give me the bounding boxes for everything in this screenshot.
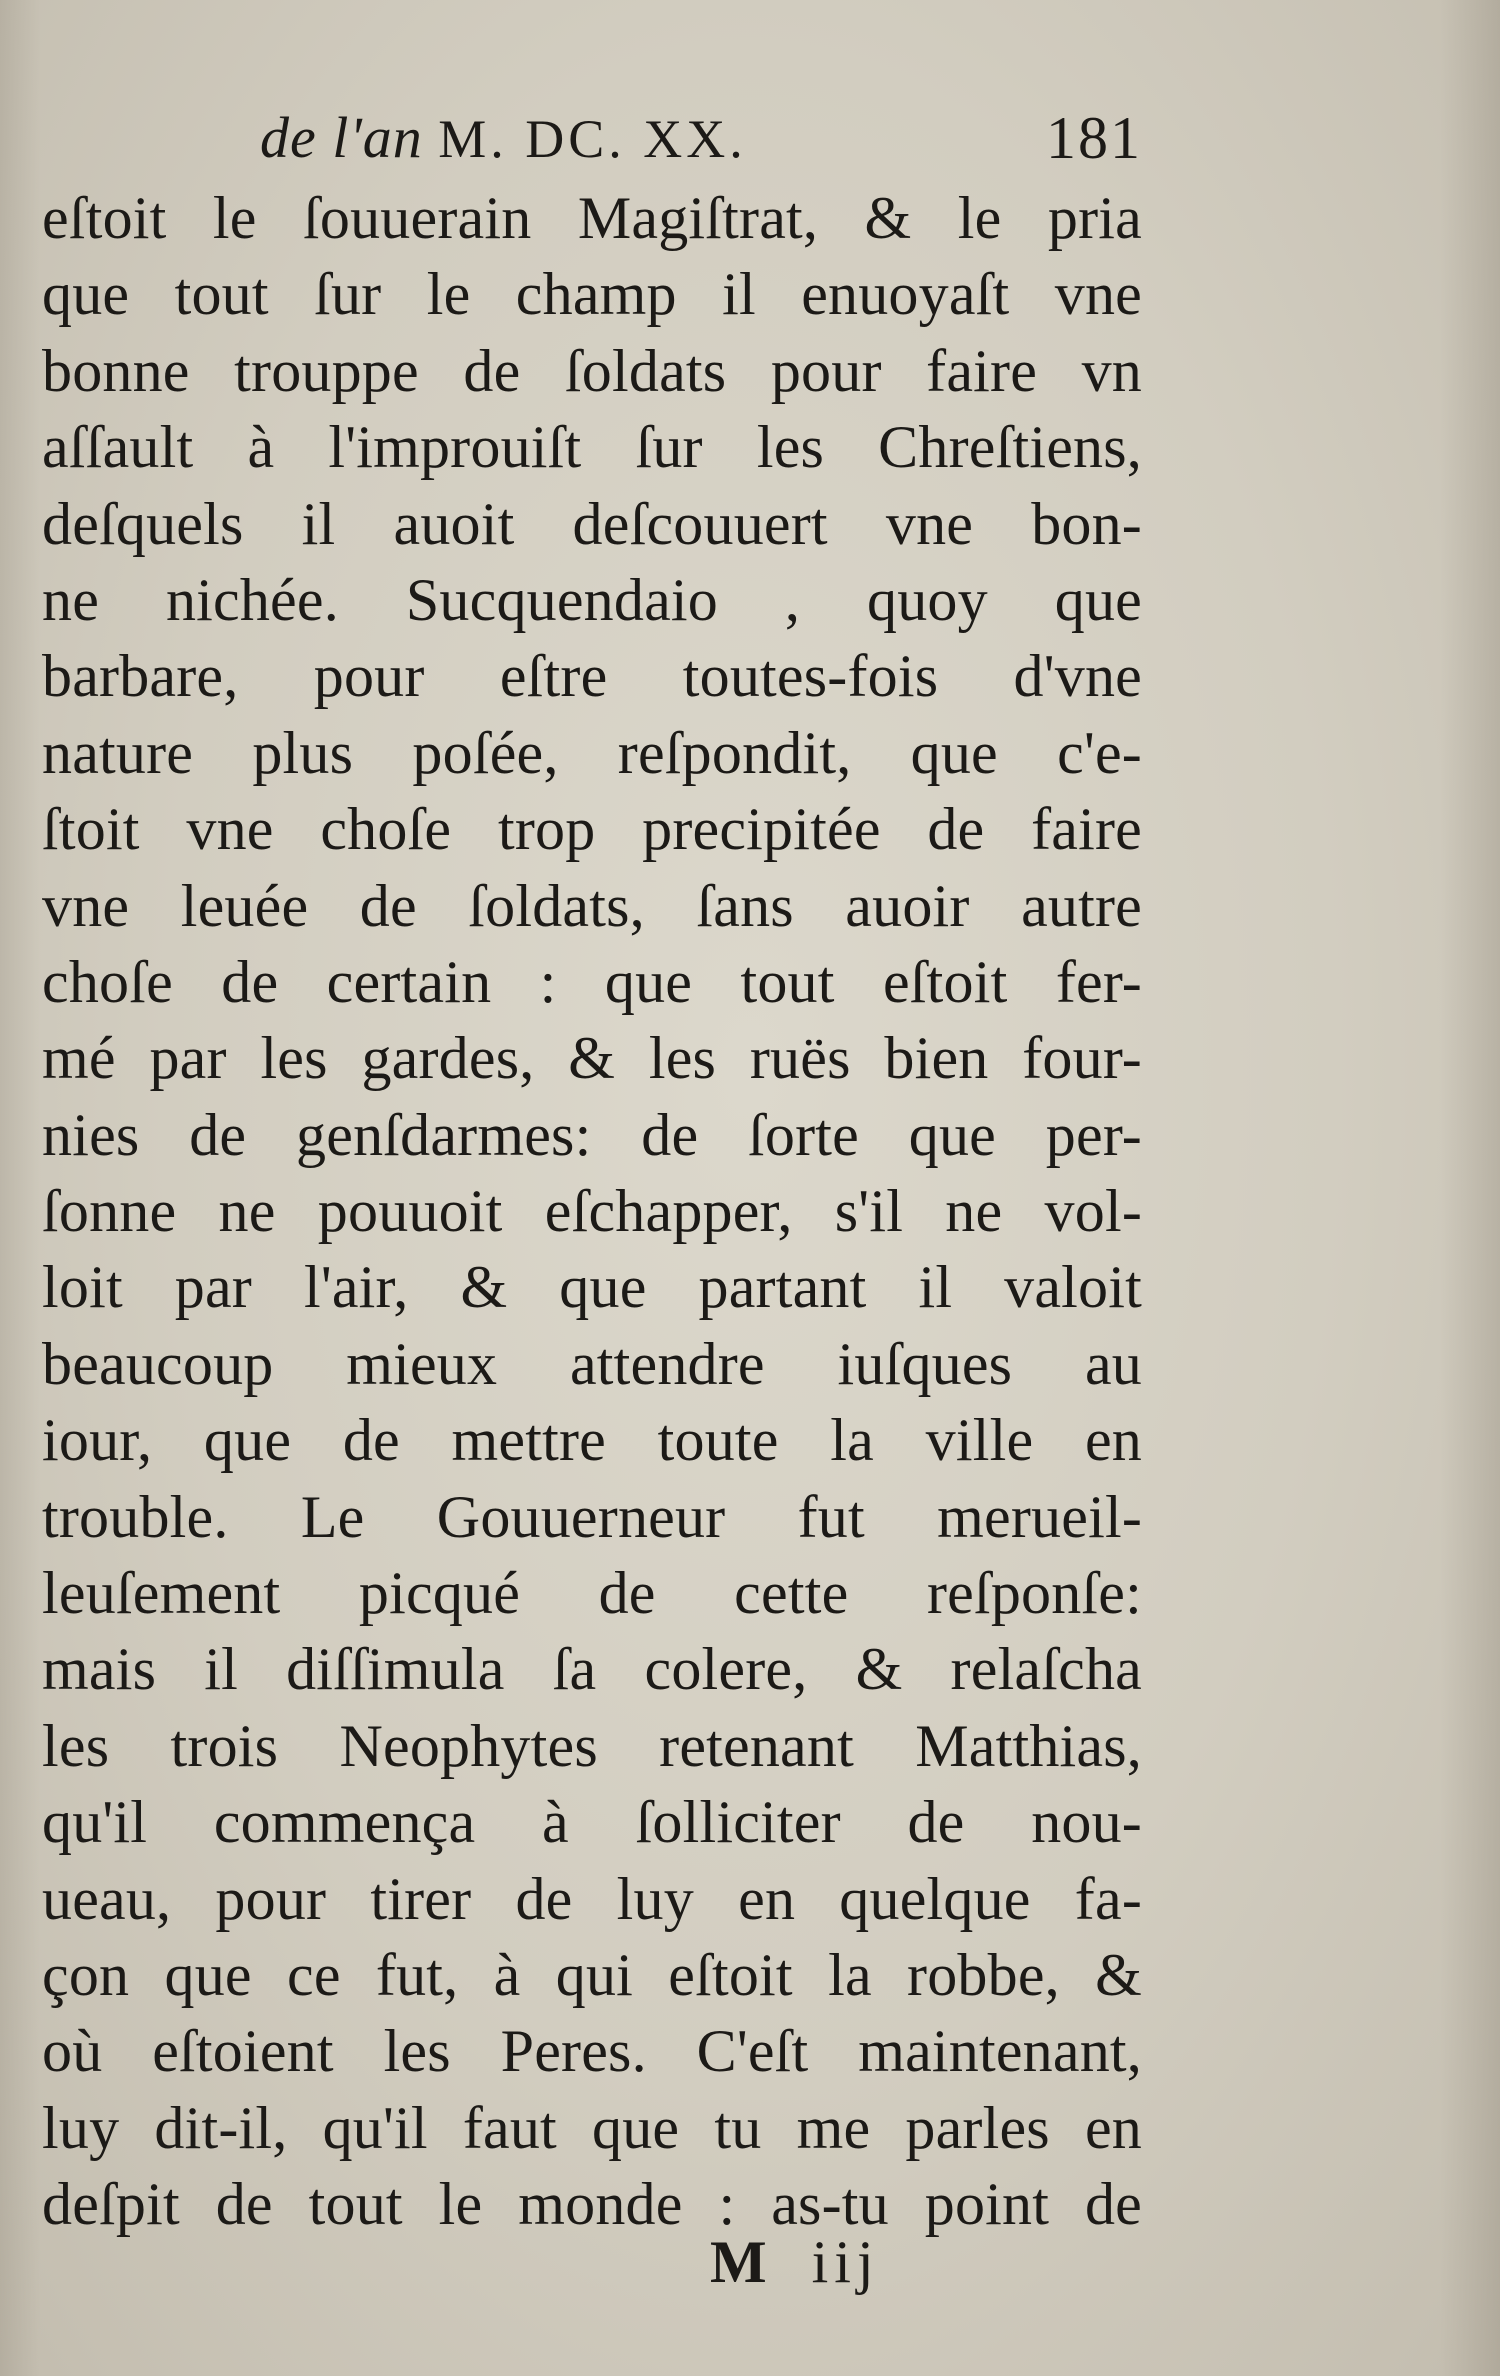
text-line: nies de genſdarmes: de ſorte que per-	[42, 1101, 1142, 1168]
text-line: eſtoit le ſouuerain Magiſtrat, & le pria	[42, 185, 1142, 251]
text-line: qu'il commença à ſolliciter de nou-	[42, 1789, 1142, 1856]
page-shadow-left	[0, 0, 40, 2376]
text-line: où eſtoient les Peres. C'eſt maintenant,	[42, 2018, 1142, 2085]
text-line: aſſault à l'improuiſt ſur les Chreſtiens,	[42, 414, 1142, 481]
text-line: luy dit-il, qu'il faut que tu me parles en	[42, 2094, 1142, 2161]
text-line: choſe de certain : que tout eſtoit fer-	[42, 948, 1142, 1015]
body-text	[42, 180, 1142, 2243]
text-line: beaucoup mieux attendre iuſques au	[42, 1330, 1142, 1397]
text-line: trouble. Le Gouuerneur fut merueil-	[42, 1483, 1142, 1550]
running-head	[260, 104, 747, 171]
text-line: les trois Neophytes retenant Matthias,	[42, 1712, 1142, 1779]
text-line: ueau, pour tirer de luy en quelque fa-	[42, 1865, 1142, 1932]
text-line: vne leuée de ſoldats, ſans auoir autre	[42, 872, 1142, 939]
page-shadow-right	[1440, 0, 1500, 2376]
text-line: barbare, pour eſtre toutes-fois d'vne	[42, 643, 1142, 710]
text-line: iour, que de mettre toute la ville en	[42, 1407, 1142, 1474]
signature-number: iij	[811, 2229, 880, 2295]
text-line: que tout ſur le champ il enuoyaſt vne	[42, 261, 1142, 328]
text-line: nature plus poſée, reſpondit, que c'e-	[42, 719, 1142, 786]
signature-letter: M	[710, 2229, 773, 2295]
running-head-year: M. DC. XX.	[438, 109, 747, 169]
text-line: mais il diſſimula ſa colere, & relaſcha	[42, 1636, 1142, 1703]
text-line: leuſement picqué de cette reſponſe:	[42, 1560, 1142, 1627]
text-line: ſtoit vne choſe trop precipitée de faire	[42, 796, 1142, 863]
text-line: çon que ce fut, à qui eſtoit la robbe, &	[42, 1941, 1142, 2008]
text-line: deſpit de tout le monde : as-tu point de	[42, 2171, 1142, 2238]
page-number: 181	[1046, 105, 1142, 171]
text-line: ne nichée. Sucquendaio , quoy que	[42, 566, 1142, 633]
text-line: ſonne ne pouuoit eſchapper, s'il ne vol-	[42, 1178, 1142, 1245]
text-line: deſquels il auoit deſcouuert vne bon-	[42, 490, 1142, 557]
text-line: bonne trouppe de ſoldats pour faire vn	[42, 337, 1142, 404]
signature-mark	[710, 2228, 880, 2297]
text-line: mé par les gardes, & les ruës bien four-	[42, 1025, 1142, 1092]
running-head-prefix: de l'an	[260, 105, 423, 170]
text-line: loit par l'air, & que partant il valoit	[42, 1254, 1142, 1321]
